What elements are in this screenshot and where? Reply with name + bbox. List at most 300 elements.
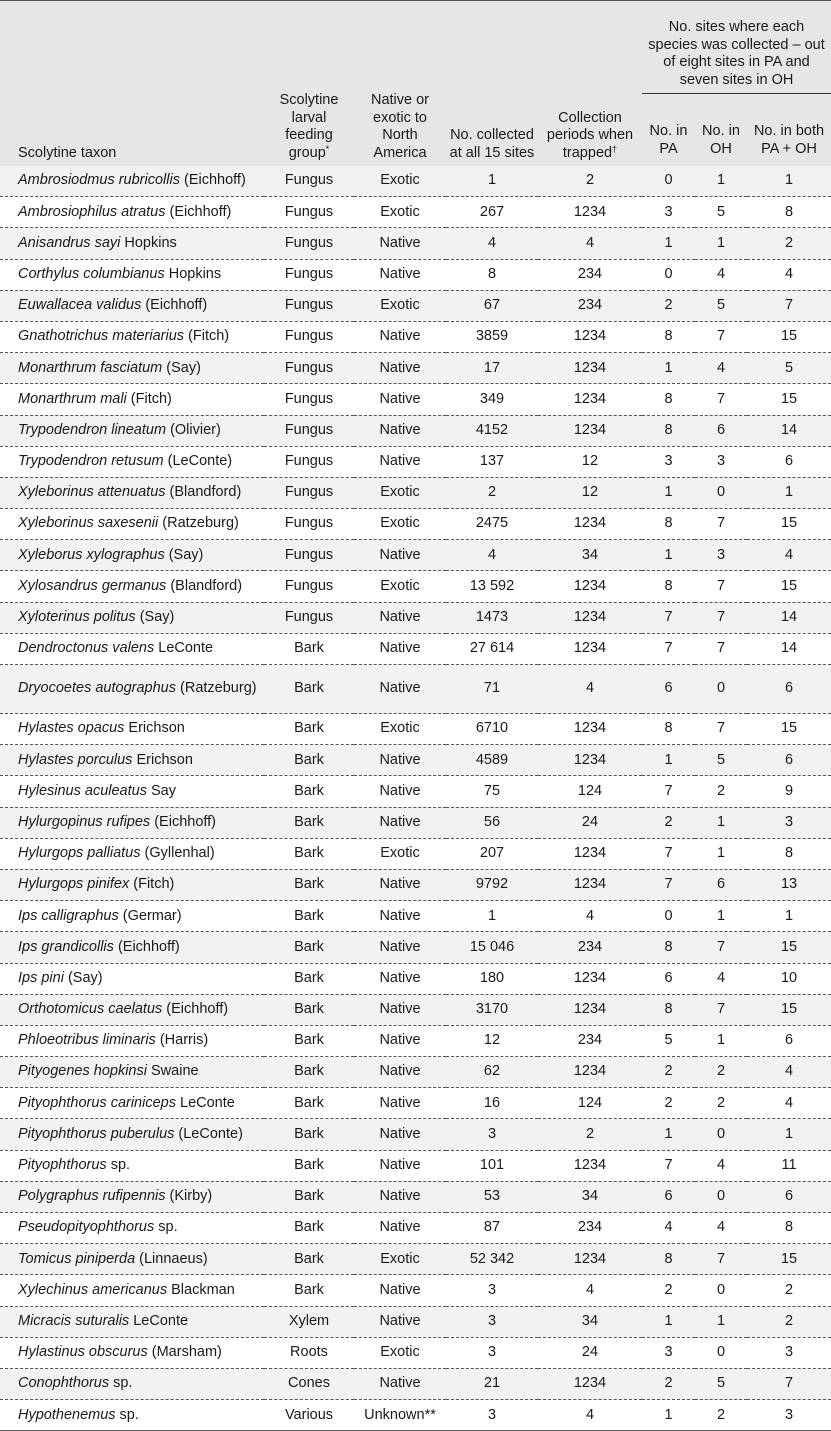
cell-both: 8 (747, 197, 831, 228)
taxon-authority: (Marsham) (147, 1344, 222, 1361)
cell-both: 3 (747, 807, 831, 838)
taxon-name: Ips calligraphus (18, 907, 119, 924)
cell-taxon (0, 1088, 264, 1119)
cell-both: 11 (747, 1150, 831, 1181)
table-row (0, 166, 831, 197)
cell-both: 8 (747, 838, 831, 869)
table-row (0, 807, 831, 838)
cell-pa: 1 (642, 1306, 695, 1337)
header-sites-group: No. sites where each species was collected – out of eight sites in PA and seven sites in OH (642, 1, 831, 94)
cell-native-exotic: Exotic (354, 1337, 446, 1368)
taxon-authority: (Say) (164, 546, 204, 563)
taxon-authority: (Germar) (118, 907, 182, 924)
cell-pa: 5 (642, 1025, 695, 1056)
cell-native-exotic: Native (354, 901, 446, 932)
taxon-name: Xylechinus americanus (18, 1281, 168, 1298)
table-row (0, 869, 831, 900)
table-row (0, 1400, 831, 1431)
table-row (0, 290, 831, 321)
taxon-name: Hylurgops palliatus (18, 845, 141, 862)
cell-periods: 1234 (538, 353, 642, 384)
cell-feeding-group: Fungus (264, 446, 354, 477)
cell-pa: 7 (642, 776, 695, 807)
cell-oh: 1 (695, 166, 747, 197)
cell-collected: 67 (446, 290, 538, 321)
table-row (0, 932, 831, 963)
cell-periods: 234 (538, 290, 642, 321)
cell-collected: 56 (446, 807, 538, 838)
table-row (0, 901, 831, 932)
taxon-name: Conophthorus (18, 1375, 110, 1392)
taxon-authority: (Kirby) (165, 1188, 213, 1205)
cell-native-exotic: Exotic (354, 509, 446, 540)
cell-taxon (0, 1213, 264, 1244)
cell-native-exotic: Native (354, 807, 446, 838)
cell-taxon (0, 1025, 264, 1056)
cell-oh: 2 (695, 1088, 747, 1119)
cell-native-exotic: Native (354, 602, 446, 633)
cell-native-exotic: Native (354, 745, 446, 776)
cell-oh: 7 (695, 994, 747, 1025)
cell-pa: 7 (642, 602, 695, 633)
cell-pa: 1 (642, 477, 695, 508)
cell-taxon (0, 838, 264, 869)
table-row (0, 197, 831, 228)
taxon-name: Pityophthorus (18, 1157, 107, 1174)
cell-oh: 5 (695, 197, 747, 228)
cell-taxon (0, 321, 264, 352)
cell-taxon (0, 166, 264, 197)
cell-collected: 71 (446, 665, 538, 714)
cell-taxon (0, 963, 264, 994)
cell-pa: 7 (642, 869, 695, 900)
cell-collected: 8 (446, 259, 538, 290)
cell-oh: 7 (695, 932, 747, 963)
table-row (0, 540, 831, 571)
cell-pa: 8 (642, 1244, 695, 1275)
cell-periods: 12 (538, 477, 642, 508)
cell-oh: 7 (695, 384, 747, 415)
cell-both: 15 (747, 1244, 831, 1275)
header-collected: No. collected at all 15 sites (446, 1, 538, 167)
taxon-authority: (Fitch) (126, 390, 172, 407)
taxon-authority: (Eichhoff) (113, 938, 180, 955)
cell-pa: 1 (642, 1119, 695, 1150)
cell-taxon (0, 1119, 264, 1150)
cell-both: 6 (747, 745, 831, 776)
cell-both: 3 (747, 1400, 831, 1431)
cell-collected: 9792 (446, 869, 538, 900)
cell-taxon (0, 602, 264, 633)
cell-feeding-group: Fungus (264, 602, 354, 633)
cell-taxon (0, 477, 264, 508)
cell-pa: 2 (642, 1275, 695, 1306)
cell-oh: 2 (695, 776, 747, 807)
table-row (0, 1057, 831, 1088)
cell-feeding-group: Fungus (264, 509, 354, 540)
cell-taxon (0, 353, 264, 384)
cell-periods: 2 (538, 166, 642, 197)
cell-periods: 4 (538, 1400, 642, 1431)
cell-native-exotic: Native (354, 1057, 446, 1088)
cell-oh: 3 (695, 540, 747, 571)
taxon-name: Xyleborus xylographus (18, 546, 165, 563)
cell-native-exotic: Native (354, 1213, 446, 1244)
table-row (0, 714, 831, 745)
taxon-authority: (Blandford) (166, 577, 243, 594)
cell-collected: 137 (446, 446, 538, 477)
cell-native-exotic: Exotic (354, 1244, 446, 1275)
cell-feeding-group: Bark (264, 994, 354, 1025)
cell-feeding-group: Roots (264, 1337, 354, 1368)
cell-native-exotic: Native (354, 963, 446, 994)
cell-oh: 4 (695, 1213, 747, 1244)
taxon-authority: Swaine (146, 1063, 199, 1080)
table-row (0, 1088, 831, 1119)
cell-periods: 1234 (538, 321, 642, 352)
cell-oh: 7 (695, 1244, 747, 1275)
cell-oh: 5 (695, 745, 747, 776)
cell-oh: 0 (695, 477, 747, 508)
cell-native-exotic: Native (354, 259, 446, 290)
cell-native-exotic: Native (354, 1306, 446, 1337)
taxon-name: Xyloterinus politus (18, 609, 136, 626)
cell-both: 1 (747, 901, 831, 932)
cell-periods: 1234 (538, 1244, 642, 1275)
cell-periods: 1234 (538, 745, 642, 776)
cell-taxon (0, 384, 264, 415)
cell-collected: 267 (446, 197, 538, 228)
taxon-authority: (Eichhoff) (165, 203, 232, 220)
cell-pa: 1 (642, 353, 695, 384)
taxon-name: Anisandrus sayi (18, 234, 121, 251)
table-row (0, 509, 831, 540)
cell-periods: 1234 (538, 571, 642, 602)
cell-pa: 8 (642, 321, 695, 352)
header-feeding-label: Scolytine larval feeding group* (279, 92, 339, 161)
taxon-name: Monarthrum mali (18, 390, 127, 407)
taxon-authority: (LeConte) (174, 1125, 243, 1142)
cell-oh: 3 (695, 446, 747, 477)
taxon-name: Euwallacea validus (18, 297, 142, 314)
table-row (0, 446, 831, 477)
cell-native-exotic: Native (354, 932, 446, 963)
cell-feeding-group: Fungus (264, 353, 354, 384)
cell-collected: 349 (446, 384, 538, 415)
cell-pa: 0 (642, 259, 695, 290)
cell-taxon (0, 1368, 264, 1399)
cell-native-exotic: Exotic (354, 571, 446, 602)
cell-native-exotic: Native (354, 1025, 446, 1056)
cell-oh: 0 (695, 1181, 747, 1212)
table-row (0, 384, 831, 415)
table-header (0, 1, 831, 167)
cell-native-exotic: Exotic (354, 197, 446, 228)
cell-native-exotic: Native (354, 446, 446, 477)
taxon-name: Ambrosiophilus atratus (18, 203, 166, 220)
cell-feeding-group: Bark (264, 1025, 354, 1056)
cell-collected: 52 342 (446, 1244, 538, 1275)
cell-pa: 3 (642, 1337, 695, 1368)
cell-native-exotic: Native (354, 1150, 446, 1181)
cell-pa: 2 (642, 1057, 695, 1088)
taxon-authority: (Eichhoff) (179, 172, 246, 189)
cell-feeding-group: Bark (264, 807, 354, 838)
taxon-name: Gnathotrichus materiarius (18, 328, 185, 345)
cell-feeding-group: Fungus (264, 571, 354, 602)
cell-both: 6 (747, 1181, 831, 1212)
cell-pa: 0 (642, 901, 695, 932)
cell-pa: 8 (642, 714, 695, 745)
cell-taxon (0, 633, 264, 664)
cell-both: 15 (747, 509, 831, 540)
cell-native-exotic: Exotic (354, 477, 446, 508)
cell-both: 8 (747, 1213, 831, 1244)
cell-collected: 15 046 (446, 932, 538, 963)
cell-feeding-group: Bark (264, 1119, 354, 1150)
cell-native-exotic: Native (354, 1181, 446, 1212)
cell-pa: 1 (642, 540, 695, 571)
taxon-authority: (Olivier) (166, 421, 221, 438)
cell-taxon (0, 1150, 264, 1181)
header-pa: No. in PA (642, 94, 695, 167)
cell-taxon (0, 1057, 264, 1088)
cell-pa: 1 (642, 228, 695, 259)
cell-collected: 87 (446, 1213, 538, 1244)
cell-periods: 12 (538, 446, 642, 477)
cell-feeding-group: Xylem (264, 1306, 354, 1337)
taxon-name: Hylurgops pinifex (18, 876, 130, 893)
table-row (0, 353, 831, 384)
cell-native-exotic: Exotic (354, 290, 446, 321)
taxon-name: Trypodendron lineatum (18, 421, 167, 438)
cell-oh: 0 (695, 665, 747, 714)
taxon-authority: (Eichhoff) (162, 1001, 229, 1018)
cell-collected: 1 (446, 901, 538, 932)
taxon-authority: Erichson (124, 720, 185, 737)
cell-periods: 1234 (538, 633, 642, 664)
cell-collected: 21 (446, 1368, 538, 1399)
cell-periods: 4 (538, 665, 642, 714)
taxon-authority: sp. (154, 1219, 178, 1236)
table-row (0, 228, 831, 259)
cell-feeding-group: Bark (264, 1275, 354, 1306)
cell-native-exotic: Native (354, 776, 446, 807)
taxon-authority: Hopkins (164, 265, 222, 282)
cell-both: 2 (747, 228, 831, 259)
cell-taxon (0, 807, 264, 838)
taxon-authority: (LeConte) (163, 453, 233, 470)
cell-taxon (0, 509, 264, 540)
cell-collected: 6710 (446, 714, 538, 745)
cell-periods: 1234 (538, 602, 642, 633)
cell-both: 15 (747, 384, 831, 415)
taxon-name: Pityophthorus puberulus (18, 1125, 175, 1142)
cell-pa: 1 (642, 1400, 695, 1431)
cell-collected: 180 (446, 963, 538, 994)
cell-taxon (0, 776, 264, 807)
cell-taxon (0, 228, 264, 259)
cell-pa: 2 (642, 1368, 695, 1399)
table-row (0, 1025, 831, 1056)
taxon-name: Ips grandicollis (18, 938, 114, 955)
cell-both: 2 (747, 1275, 831, 1306)
cell-oh: 7 (695, 633, 747, 664)
cell-feeding-group: Fungus (264, 290, 354, 321)
cell-periods: 1234 (538, 963, 642, 994)
taxon-authority: (Fitch) (184, 328, 230, 345)
cell-periods: 234 (538, 259, 642, 290)
cell-native-exotic: Native (354, 384, 446, 415)
cell-collected: 53 (446, 1181, 538, 1212)
taxon-authority: (Gyllenhal) (140, 845, 215, 862)
table-row (0, 633, 831, 664)
cell-taxon (0, 1337, 264, 1368)
cell-feeding-group: Bark (264, 714, 354, 745)
table-row (0, 415, 831, 446)
cell-native-exotic: Native (354, 633, 446, 664)
cell-collected: 2475 (446, 509, 538, 540)
cell-collected: 4589 (446, 745, 538, 776)
taxon-authority: LeConte (154, 640, 214, 657)
taxon-name: Tomicus piniperda (18, 1250, 136, 1267)
cell-periods: 1234 (538, 197, 642, 228)
cell-feeding-group: Bark (264, 1181, 354, 1212)
cell-taxon (0, 869, 264, 900)
cell-feeding-group: Bark (264, 776, 354, 807)
taxon-name: Xylosandrus germanus (18, 577, 167, 594)
cell-both: 1 (747, 166, 831, 197)
taxon-authority: Blackman (167, 1281, 235, 1298)
cell-oh: 2 (695, 1057, 747, 1088)
cell-feeding-group: Fungus (264, 384, 354, 415)
cell-collected: 3 (446, 1337, 538, 1368)
cell-feeding-group: Fungus (264, 228, 354, 259)
table-row (0, 665, 831, 714)
cell-pa: 6 (642, 963, 695, 994)
cell-feeding-group: Cones (264, 1368, 354, 1399)
cell-taxon (0, 1275, 264, 1306)
cell-pa: 7 (642, 838, 695, 869)
cell-periods: 2 (538, 1119, 642, 1150)
cell-pa: 8 (642, 415, 695, 446)
cell-taxon (0, 932, 264, 963)
header-feeding-group (264, 1, 354, 167)
cell-collected: 3 (446, 1275, 538, 1306)
cell-collected: 75 (446, 776, 538, 807)
header-oh: No. in OH (695, 94, 747, 167)
cell-pa: 6 (642, 665, 695, 714)
cell-pa: 2 (642, 290, 695, 321)
cell-oh: 1 (695, 807, 747, 838)
taxon-authority: (Ratzeburg) (176, 680, 257, 697)
cell-pa: 8 (642, 994, 695, 1025)
taxon-name: Hylastes porculus (18, 751, 133, 768)
cell-collected: 17 (446, 353, 538, 384)
cell-pa: 6 (642, 1181, 695, 1212)
cell-native-exotic: Native (354, 1368, 446, 1399)
cell-pa: 7 (642, 1150, 695, 1181)
cell-both: 3 (747, 1337, 831, 1368)
cell-oh: 0 (695, 1337, 747, 1368)
header-native-exotic: Native or exotic to North America (354, 1, 446, 167)
table-row (0, 321, 831, 352)
cell-collected: 27 614 (446, 633, 538, 664)
cell-native-exotic: Exotic (354, 714, 446, 745)
cell-collected: 3 (446, 1306, 538, 1337)
taxon-authority: (Harris) (155, 1032, 209, 1049)
cell-taxon (0, 259, 264, 290)
taxon-authority: (Fitch) (129, 876, 175, 893)
taxon-authority: sp. (115, 1406, 139, 1423)
table-row (0, 571, 831, 602)
cell-taxon (0, 994, 264, 1025)
cell-taxon (0, 901, 264, 932)
cell-pa: 8 (642, 509, 695, 540)
cell-collected: 4152 (446, 415, 538, 446)
cell-taxon (0, 290, 264, 321)
cell-collected: 207 (446, 838, 538, 869)
cell-both: 6 (747, 665, 831, 714)
cell-feeding-group: Fungus (264, 259, 354, 290)
cell-feeding-group: Bark (264, 932, 354, 963)
cell-periods: 1234 (538, 384, 642, 415)
taxon-authority: Say (146, 782, 176, 799)
cell-native-exotic: Native (354, 1275, 446, 1306)
cell-both: 15 (747, 571, 831, 602)
cell-taxon (0, 665, 264, 714)
cell-feeding-group: Fungus (264, 166, 354, 197)
cell-taxon (0, 1306, 264, 1337)
cell-both: 10 (747, 963, 831, 994)
cell-oh: 5 (695, 1368, 747, 1399)
cell-feeding-group: Bark (264, 1213, 354, 1244)
taxon-authority: (Say) (135, 609, 175, 626)
cell-collected: 1473 (446, 602, 538, 633)
table-row (0, 1275, 831, 1306)
cell-periods: 1234 (538, 1150, 642, 1181)
cell-both: 2 (747, 1306, 831, 1337)
cell-both: 15 (747, 321, 831, 352)
taxon-name: Monarthrum fasciatum (18, 359, 163, 376)
cell-oh: 1 (695, 1025, 747, 1056)
cell-oh: 2 (695, 1400, 747, 1431)
cell-feeding-group: Fungus (264, 540, 354, 571)
header-taxon: Scolytine taxon (0, 1, 264, 167)
cell-native-exotic: Native (354, 994, 446, 1025)
cell-pa: 3 (642, 197, 695, 228)
taxon-authority: LeConte (175, 1094, 235, 1111)
table-row (0, 838, 831, 869)
cell-oh: 7 (695, 714, 747, 745)
taxon-name: Hylurgopinus rufipes (18, 813, 151, 830)
cell-feeding-group: Bark (264, 1244, 354, 1275)
cell-oh: 7 (695, 321, 747, 352)
cell-taxon (0, 1181, 264, 1212)
cell-pa: 1 (642, 745, 695, 776)
table-body (0, 166, 831, 1431)
taxon-name: Corthylus columbianus (18, 265, 165, 282)
taxon-name: Hypothenemus (18, 1406, 116, 1423)
cell-periods: 4 (538, 1275, 642, 1306)
taxon-authority: (Eichhoff) (141, 297, 208, 314)
cell-feeding-group: Fungus (264, 415, 354, 446)
cell-periods: 124 (538, 776, 642, 807)
cell-native-exotic: Native (354, 415, 446, 446)
cell-feeding-group: Bark (264, 1057, 354, 1088)
cell-feeding-group: Fungus (264, 197, 354, 228)
taxon-name: Hylesinus aculeatus (18, 782, 147, 799)
